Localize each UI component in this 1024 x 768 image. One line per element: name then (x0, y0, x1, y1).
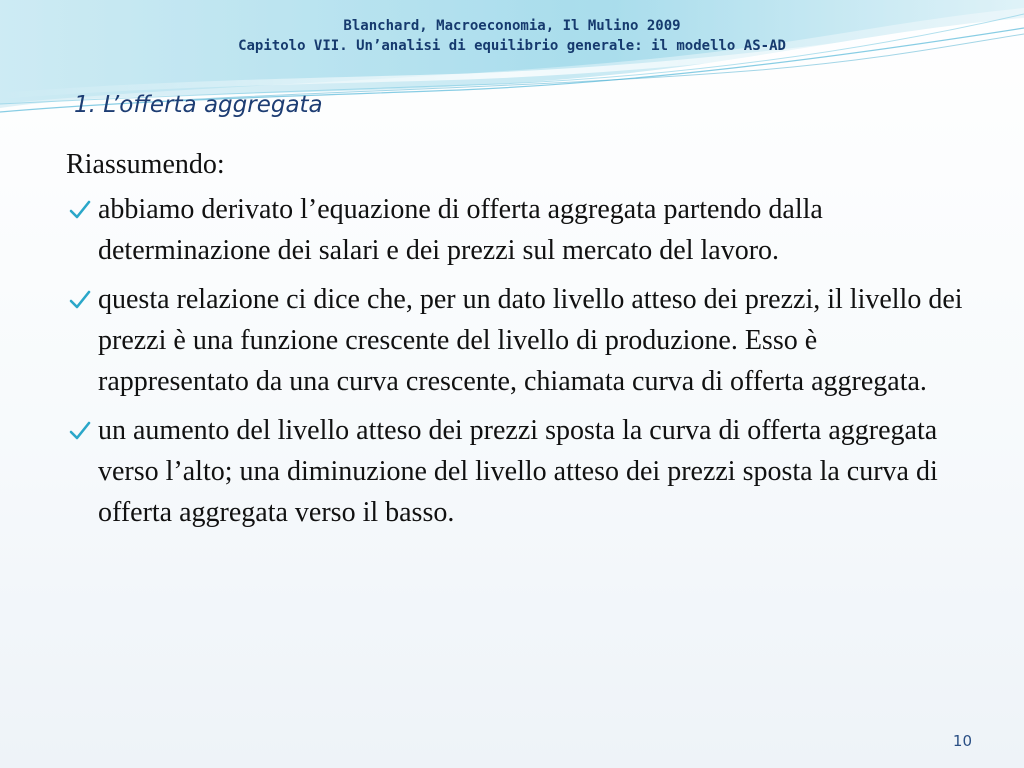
checkmark-icon (68, 198, 92, 222)
slide-body (66, 144, 971, 541)
bullet-item (66, 189, 971, 271)
checkmark-icon (68, 419, 92, 443)
header-line-chapter: Capitolo VII. Un’analisi di equilibrio generale: il modello AS-AD (238, 38, 786, 54)
page-number: 10 (952, 732, 972, 750)
intro-text: Riassumendo: (66, 149, 225, 180)
header (0, 16, 1024, 56)
section-title: 1. L’offerta aggregata (74, 92, 323, 118)
bullet-item (66, 410, 971, 533)
bullet-text: questa relazione ci dice che, per un dato livello atteso dei prezzi, il livello dei prezzi è una funzione crescente del livello di produzione. Esso è rappresentato da una curva crescente, chiamata curva di offerta aggregata. (98, 284, 963, 397)
bullet-text: abbiamo derivato l’equazione di offerta aggregata partendo dalla determinazione dei salari e dei prezzi sul mercato del lavoro. (98, 194, 823, 266)
bullet-item (66, 279, 971, 402)
header-line-book: Blanchard, Macroeconomia, Il Mulino 2009 (343, 18, 681, 34)
checkmark-icon (68, 288, 92, 312)
bullet-text: un aumento del livello atteso dei prezzi sposta la curva di offerta aggregata verso l’alto; una diminuzione del livello atteso dei prezzi sposta la curva di offerta aggregata verso il basso. (98, 415, 938, 528)
